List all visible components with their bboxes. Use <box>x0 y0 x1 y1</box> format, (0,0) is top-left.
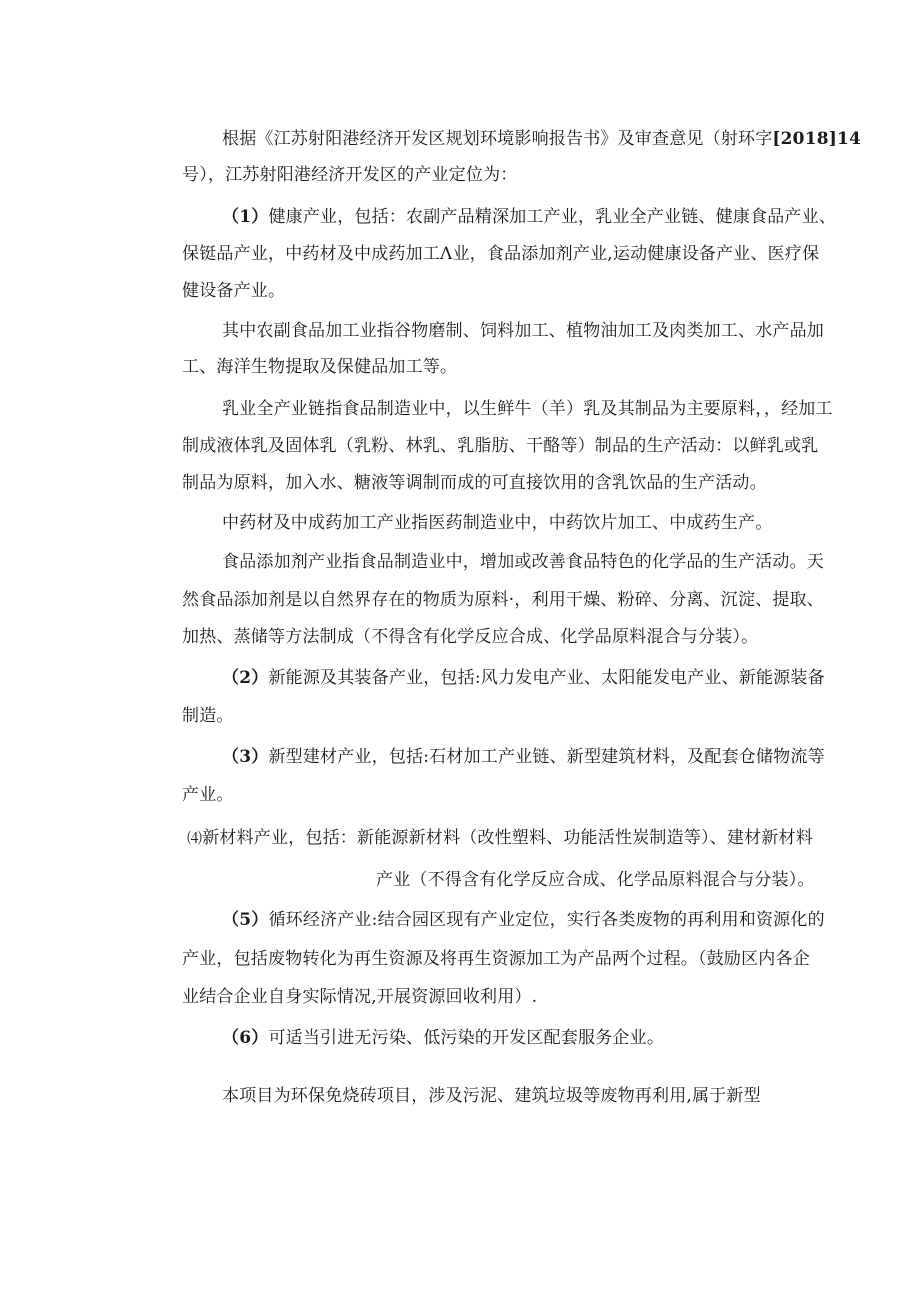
dairy-line-3: 制品为原料，加入水、糖液等调制而成的可直接饮用的含乳饮品的生产活动。 <box>182 473 767 493</box>
item6-number: （6） <box>222 1028 269 1048</box>
item5-number: （5） <box>222 910 269 930</box>
item2-number: （2） <box>222 668 269 688</box>
item2-line-2: 制造。 <box>182 706 234 726</box>
additive-line-2: 然食品添加剂是以自然界存在的物质为原料·，利用干燥、粉碎、分离、沉淀、提取、 <box>182 590 825 610</box>
item3-number: （3） <box>222 747 269 767</box>
item5-line-2: 产业，包括废物转化为再生资源及将再生资源加工为产品两个过程。（鼓励区内各企 <box>182 949 810 969</box>
item5-line-1 <box>222 909 825 931</box>
item3-line-2: 产业。 <box>182 785 234 805</box>
additive-line-3: 加热、蒸储等方法制成（不得含有化学反应合成、化学品原料混合与分装）。 <box>182 627 759 647</box>
agri-line-1: 其中农副食品加工业指谷物磨制、饲料加工、植物油加工及肉类加工、水产品加 <box>222 321 824 341</box>
conclusion-line-1: 本项目为环保免烧砖项目，涉及污泥、建筑垃圾等废物再利用,属于新型 <box>222 1086 761 1106</box>
item5-line-3: 业结合企业自身实际情况,开展资源回收利用）. <box>182 987 538 1007</box>
item4-line-1 <box>187 827 813 849</box>
agri-line-2: 工、海洋生物提取及保健品加工等。 <box>182 357 458 377</box>
item2-line-1 <box>222 667 825 689</box>
item4-line-2: 产业（不得含有化学反应合成、化学品原料混合与分装）。 <box>376 870 815 890</box>
item1-line-2: 保铤品产业，中药材及中成药加工Λ业，食品添加剂产业,运动健康设备产业、医疗保 <box>182 244 820 264</box>
intro-text: 根据《江苏射阳港经济开发区规划环境影响报告书》及审查意见（射环字 <box>222 129 773 149</box>
item6-text: 可适当引进无污染、低污染的开发区配套服务企业。 <box>268 1028 665 1048</box>
dairy-line-1: 乳业全产业链指食品制造业中，以生鲜牛（羊）乳及其制品为主要原料，，经加工 <box>222 399 833 419</box>
item1-text: 健康产业，包括：农副产品精深加工产业，乳业全产业链、健康食品产业、 <box>268 207 837 227</box>
item4-text: 新材料产业，包括：新能源新材料（改性塑料、功能活性炭制造等）、建材新材料 <box>202 828 813 848</box>
item4-number: ⑷ <box>187 829 203 847</box>
item1-number: （1） <box>222 207 269 227</box>
item3-line-1 <box>222 746 825 768</box>
item2-text: 新能源及其装备产业，包括:风力发电产业、太阳能发电产业、新能源装备 <box>268 668 825 688</box>
document-number: [2018]14 <box>772 129 862 149</box>
additive-line-1: 食品添加剂产业指食品制造业中，增加或改善食品特色的化学品的生产活动。天 <box>222 552 824 572</box>
item1-line-3: 健设备产业。 <box>182 281 286 301</box>
intro-line-1 <box>222 128 861 150</box>
intro-line-2: 号），江苏射阳港经济开发区的产业定位为： <box>182 165 518 185</box>
item5-text: 循环经济产业:结合园区现有产业定位，实行各类废物的再利用和资源化的 <box>268 910 825 930</box>
item3-text: 新型建材产业，包括:石材加工产业链、新型建筑材料，及配套仓储物流等 <box>268 747 825 767</box>
dairy-line-2: 制成液体乳及固体乳（乳粉、林乳、乳脂肪、干酪等）制品的生产活动：以鲜乳或乳 <box>182 436 819 456</box>
item1-line-1 <box>222 206 836 228</box>
item6-line-1 <box>222 1027 664 1049</box>
tcm-line-1: 中药材及中成药加工产业指医药制造业中，中药饮片加工、中成药生产。 <box>222 513 773 533</box>
